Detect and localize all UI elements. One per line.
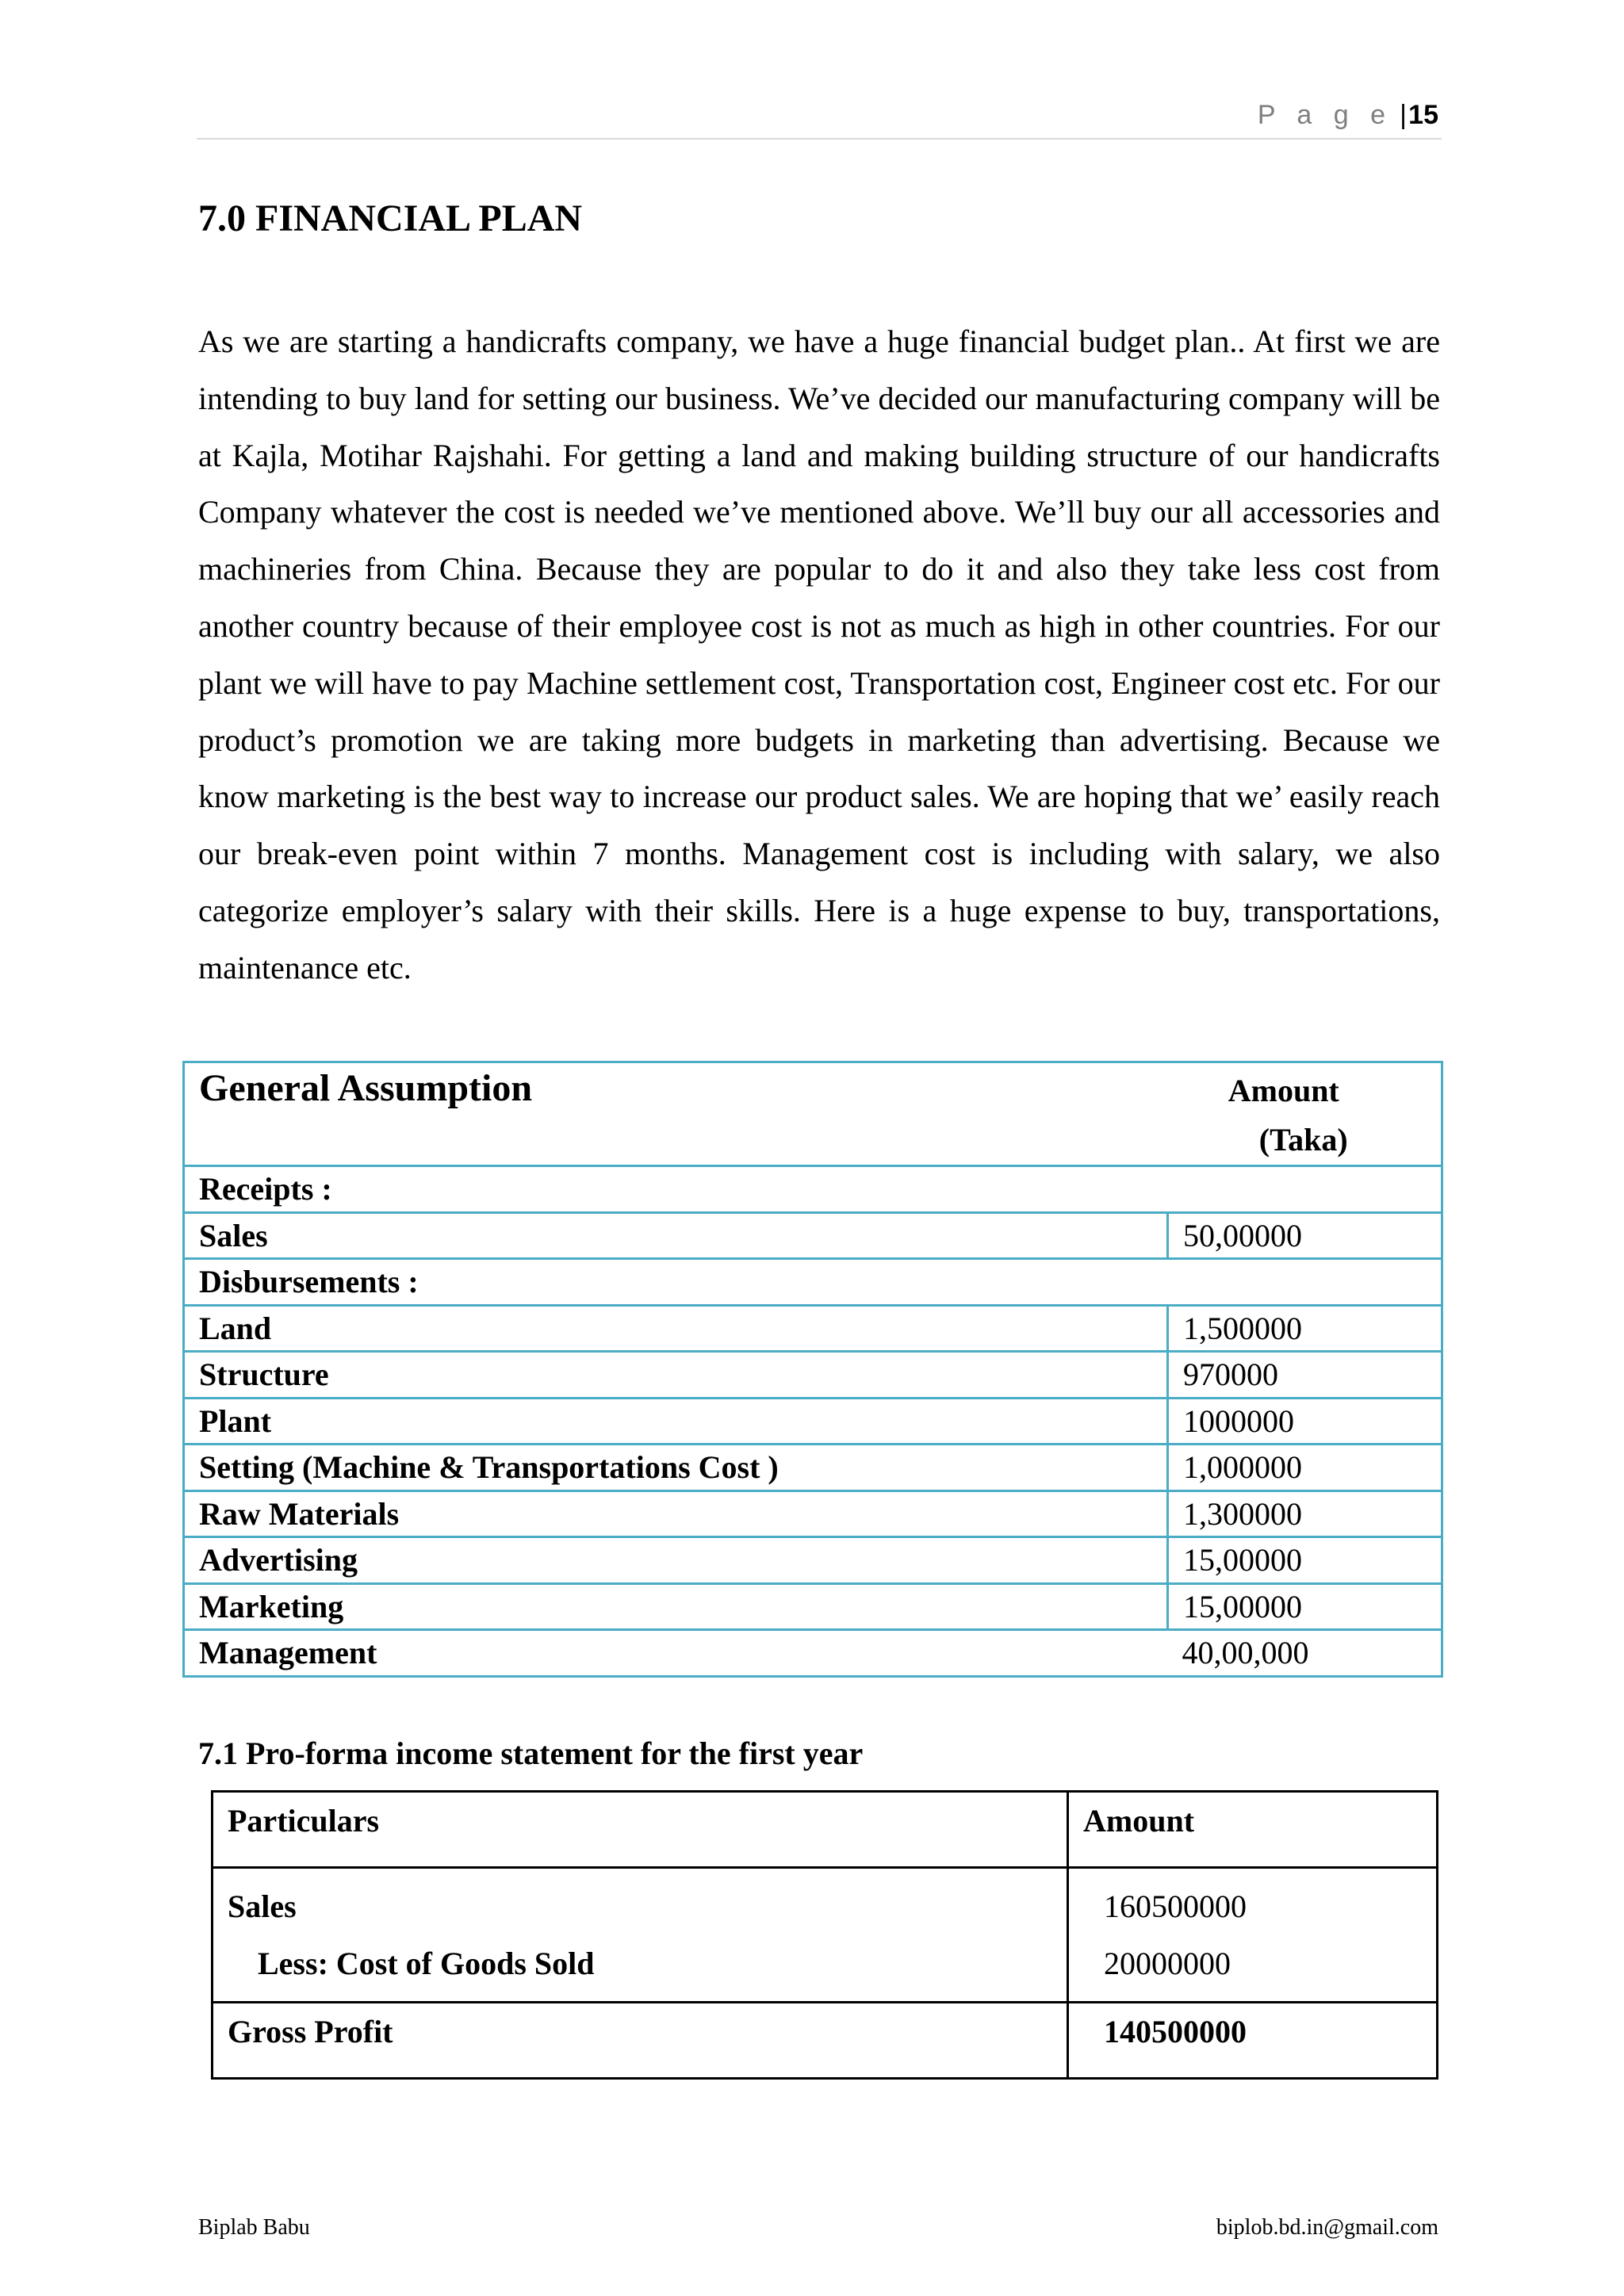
table-row (184, 1630, 1442, 1677)
row-label: Management (184, 1630, 1168, 1677)
amount-header: Amount (1068, 1792, 1438, 1868)
amount-header-cell (1168, 1062, 1442, 1166)
table-row (184, 1212, 1442, 1259)
general-assumption-table (182, 1061, 1443, 1678)
income-statement-heading: 7.1 Pro-forma income statement for the first year (198, 1735, 864, 1771)
row-value: 1,500000 (1168, 1305, 1442, 1352)
row-value: 1000000 (1168, 1398, 1442, 1445)
row-label: Land (184, 1305, 1168, 1352)
page-number: 15 (1408, 100, 1438, 130)
row-label: Plant (184, 1398, 1168, 1445)
table-row (184, 1166, 1442, 1213)
page-label: P a g e (1257, 100, 1392, 130)
disbursements-label: Disbursements : (184, 1259, 1442, 1306)
page-separator: | (1400, 100, 1407, 130)
cogs-label: Less: Cost of Goods Sold (258, 1946, 595, 1981)
cogs-value: 20000000 (1104, 1946, 1231, 1981)
footer-email: biplob.bd.in@gmail.com (1216, 2215, 1438, 2240)
row-label: Setting (Machine & Transportations Cost ) (184, 1445, 1168, 1491)
gross-profit-cell (1068, 2003, 1438, 2079)
table-header-cell (184, 1062, 1168, 1166)
table-row (184, 1305, 1442, 1352)
row-value: 1,300000 (1168, 1490, 1442, 1537)
income-statement-table (211, 1790, 1438, 2080)
row-label: Marketing (184, 1583, 1168, 1630)
table-row (184, 1352, 1442, 1399)
table-row (184, 1490, 1442, 1537)
amount-header-line2: (Taka) (1258, 1122, 1348, 1158)
section-paragraph: As we are starting a handicrafts company, we have a huge financial budget plan.. At first we are intending to buy land for setting our business. We’ve decided our manufacturing company will be at Kajla, Motihar Rajshahi. For getting a land and making building structure of our handicrafts Company whatever the cost is needed we’ve mentioned above. We’ll buy our all accessories and machineries from China. Because they are popular to do it and also they take less cost from another country because of their employee cost is not as much as high in other countries. For our plant we will have to pay Machine settlement cost, Transportation cost, Engineer cost etc. For our product’s promotion we are taking more budgets in marketing than advertising. Because we know marketing is the best way to increase our product sales. We are hoping that we’ easily reach our break-even point within 7 months. Management cost is including with salary, we also categorize employer’s salary with their skills. Here is a huge expense to buy, transportations, maintenance etc. (198, 323, 1440, 985)
table-row (184, 1398, 1442, 1445)
particulars-header: Particulars (213, 1792, 1068, 1868)
table-row (213, 1868, 1438, 2003)
amount-cell (1068, 1868, 1438, 2003)
row-label: Raw Materials (184, 1490, 1168, 1537)
table-row (184, 1537, 1442, 1584)
row-label: Sales (184, 1212, 1168, 1259)
sales-value: 160500000 (1104, 1888, 1247, 1924)
page-header (197, 98, 1442, 140)
sales-label: Sales (228, 1888, 297, 1924)
amount-header-line1: Amount (1228, 1073, 1339, 1108)
gross-profit-value: 140500000 (1104, 2014, 1247, 2049)
table-header-row (184, 1062, 1442, 1166)
row-value: 15,00000 (1168, 1537, 1442, 1584)
particulars-cell (213, 1868, 1068, 2003)
table-title: General Assumption (199, 1067, 533, 1109)
table-row (184, 1583, 1442, 1630)
row-label: Structure (184, 1352, 1168, 1399)
gross-profit-label: Gross Profit (213, 2003, 1068, 2079)
row-label: Advertising (184, 1537, 1168, 1584)
footer-author: Biplab Babu (198, 2215, 310, 2240)
table-row (184, 1259, 1442, 1306)
row-value: 15,00000 (1168, 1583, 1442, 1630)
table-row (184, 1445, 1442, 1491)
section-heading: 7.0 FINANCIAL PLAN (198, 197, 583, 239)
receipts-label: Receipts : (184, 1166, 1442, 1213)
table-header-row (213, 1792, 1438, 1868)
row-value: 1,000000 (1168, 1445, 1442, 1491)
row-value: 40,00,000 (1168, 1630, 1442, 1677)
table-row (213, 2003, 1438, 2079)
row-value: 50,00000 (1168, 1212, 1442, 1259)
row-value: 970000 (1168, 1352, 1442, 1399)
